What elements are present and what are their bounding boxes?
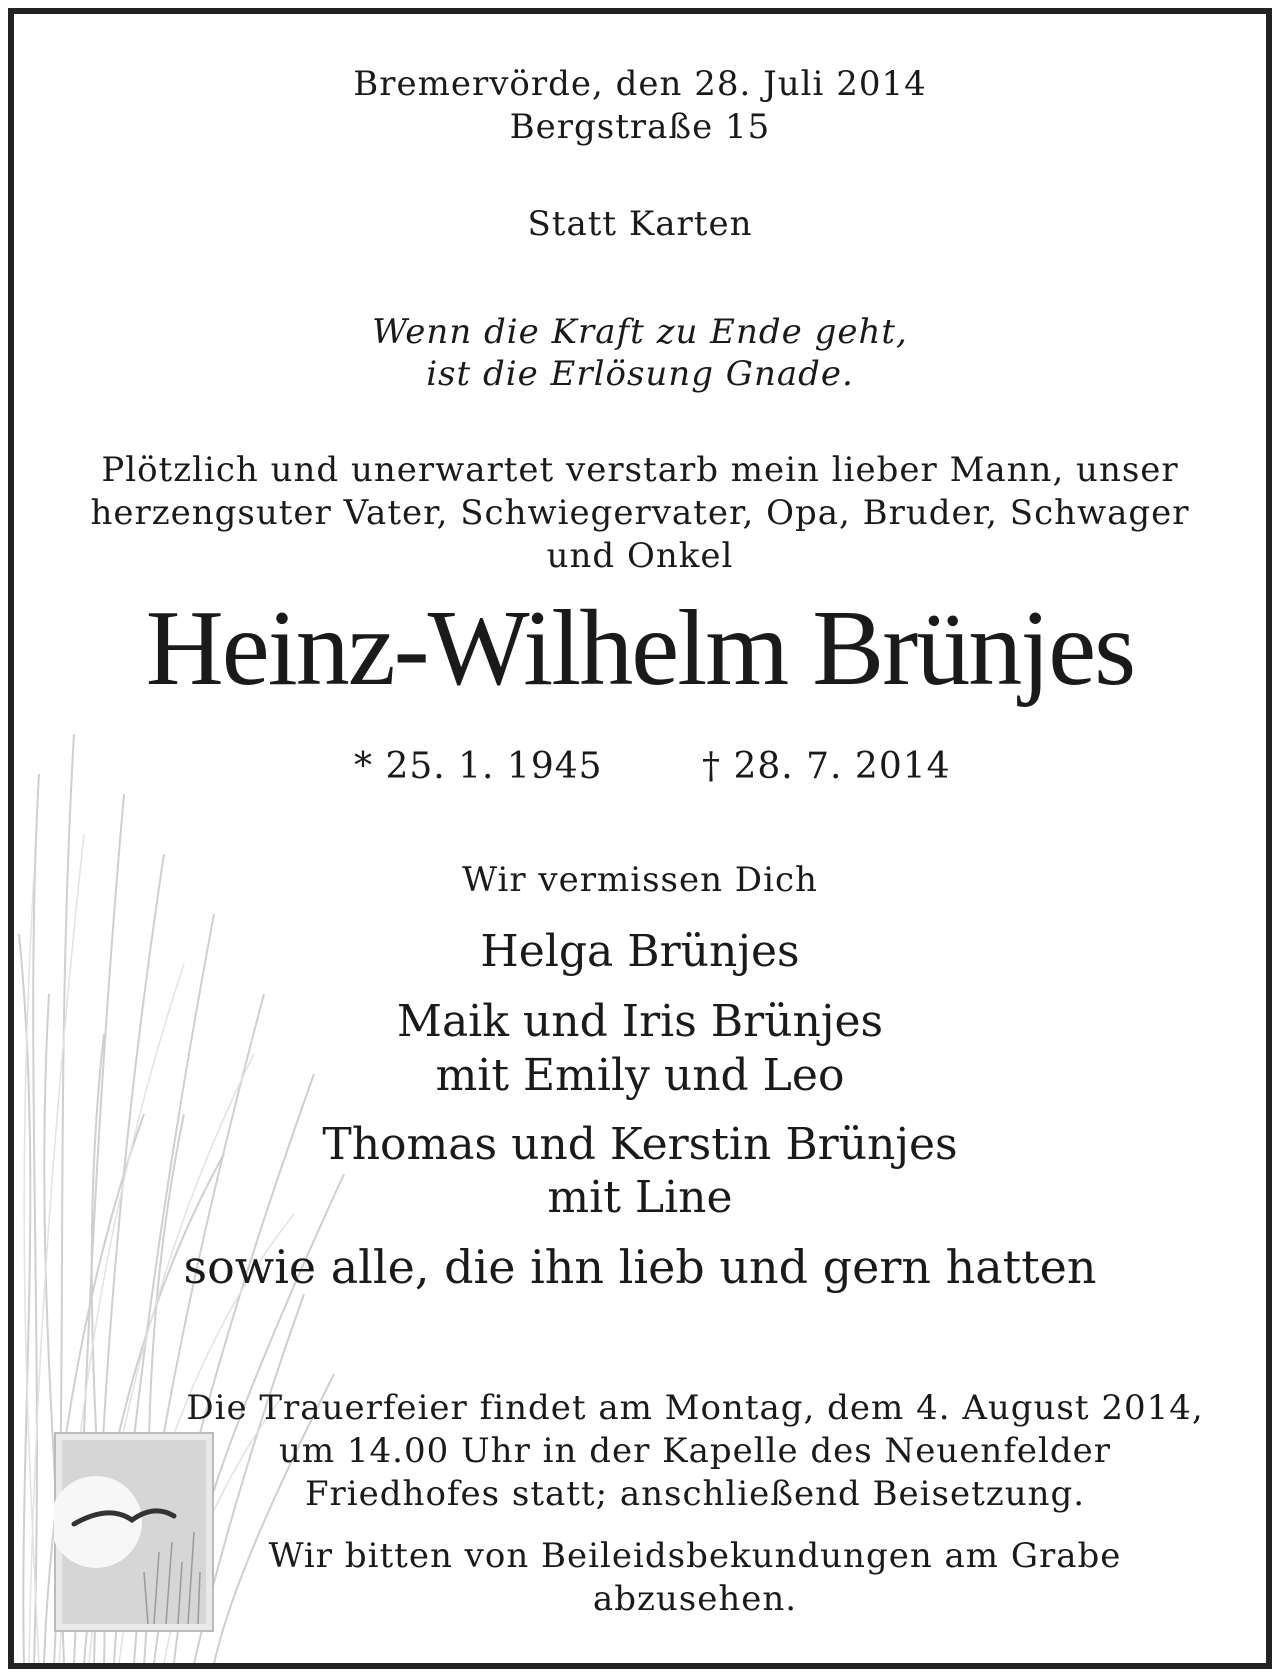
statt-karten: Statt Karten xyxy=(527,204,753,244)
mourner-line-3: mit Emily und Leo xyxy=(435,1050,845,1101)
obituary-notice xyxy=(8,8,1272,1669)
place-date: Bremervörde, den 28. Juli 2014 xyxy=(353,64,927,104)
birth-date: * 25. 1. 1945 xyxy=(354,746,603,787)
death-date: † 28. 7. 2014 xyxy=(702,746,951,787)
quote-line-2: ist die Erlösung Gnade. xyxy=(426,354,854,394)
address: Bergstraße 15 xyxy=(509,107,771,147)
funeral-line-3: Friedhofes statt; anschließend Beisetzung. xyxy=(304,1474,1086,1514)
mourner-line-5: mit Line xyxy=(547,1172,733,1223)
deceased-name: Heinz-Wilhelm Brünjes xyxy=(145,589,1135,708)
intro-line-2: herzengsuter Vater, Schwiegervater, Opa, Bruder, Schwager xyxy=(90,493,1190,533)
mourner-line-2: Maik und Iris Brünjes xyxy=(396,996,884,1047)
intro-line-1: Plötzlich und unerwartet verstarb mein lieber Mann, unser xyxy=(101,450,1179,490)
mourner-line-6: sowie alle, die ihn lieb und gern hatten xyxy=(183,1240,1097,1294)
funeral-line-5: abzusehen. xyxy=(592,1579,798,1619)
intro-line-3: und Onkel xyxy=(546,536,734,576)
funeral-line-4: Wir bitten von Beileidsbekundungen am Grabe xyxy=(268,1536,1122,1576)
mourner-line-1: Helga Brünjes xyxy=(480,926,800,977)
funeral-line-1: Die Trauerfeier findet am Montag, dem 4. August 2014, xyxy=(186,1388,1204,1428)
mourners-intro: Wir vermissen Dich xyxy=(462,860,818,900)
funeral-line-2: um 14.00 Uhr in der Kapelle des Neuenfelder xyxy=(278,1431,1112,1471)
mourner-line-4: Thomas und Kerstin Brünjes xyxy=(322,1119,958,1170)
quote-line-1: Wenn die Kraft zu Ende geht, xyxy=(372,312,908,352)
